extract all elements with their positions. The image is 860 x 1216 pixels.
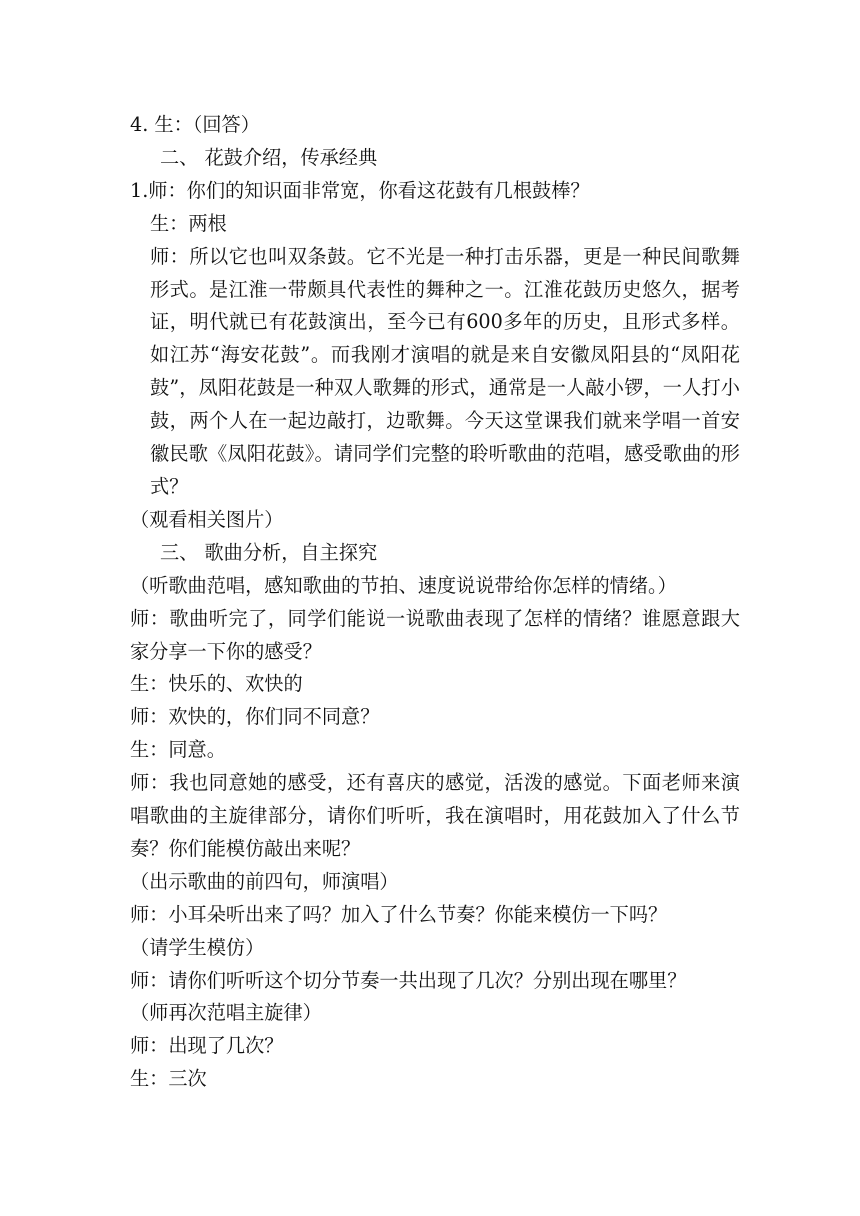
document-body	[130, 109, 740, 1096]
section-heading-2: 二、 花鼓介绍，传承经典	[160, 145, 378, 169]
teacher-check-agreement: 师：欢快的，你们同不同意？	[130, 705, 380, 729]
student-answer-three: 生：三次	[130, 1067, 207, 1091]
activity-note-main-melody: （师再次范唱主旋律）	[130, 1001, 322, 1025]
teacher-rhythm-question: 师：我也同意她的感受，还有喜庆的感觉，活泼的感觉。下面老师来演唱歌曲的主旋律部分，请你们听听，我在演唱时，用花鼓加入了什么节奏？你们能模仿敲出来呢？	[130, 771, 740, 860]
activity-note-imitation: （请学生模仿）	[130, 935, 265, 959]
activity-note-pictures: （观看相关图片）	[130, 507, 284, 531]
activity-note-performance: （出示歌曲的前四句，师演唱）	[130, 869, 399, 893]
answer-line: 4. 生：（回答）	[130, 113, 260, 136]
teacher-count-question: 师：出现了几次？	[130, 1034, 284, 1058]
teacher-imitation-question: 师：小耳朵听出来了吗？加入了什么节奏？你能来模仿一下吗？	[130, 902, 668, 926]
teacher-explanation-paragraph: 师：所以它也叫双条鼓。它不光是一种打击乐器，更是一种民间歌舞形式。是江淮一带颇具代表性的舞种之一。江淮花鼓历史悠久，据考证，明代就已有花鼓演出，至今已有600多年的历史，且形式多样。如江苏“海安花鼓”。而我刚才演唱的就是来自安徽凤阳县的“凤阳花鼓”，凤阳花鼓是一种双人歌舞的形式，通常是一人敲小锣，一人打小鼓，两个人在一起边敲打，边歌舞。今天这堂课我们就来学唱一首安徽民歌《凤阳花鼓》。请同学们完整的聆听歌曲的范唱，感受歌曲的形式？	[150, 244, 740, 498]
student-agree: 生：同意。	[130, 738, 226, 762]
activity-note-listening: （听歌曲范唱，感知歌曲的节拍、速度说说带给你怎样的情绪。）	[130, 573, 677, 597]
teacher-syncopation-question: 师：请你们听听这个切分节奏一共出现了几次？分别出现在哪里？	[130, 968, 687, 992]
teacher-question-emotion: 师：歌曲听完了，同学们能说一说歌曲表现了怎样的情绪？谁愿意跟大家分享一下你的感受？	[130, 606, 740, 663]
student-answer-two: 生：两根	[150, 211, 227, 235]
teacher-question-1: 1.师：你们的知识面非常宽，你看这花鼓有几根鼓棒？	[130, 178, 590, 202]
student-answer-happy: 生：快乐的、欢快的	[130, 672, 303, 696]
section-heading-3: 三、 歌曲分析，自主探究	[160, 540, 378, 564]
